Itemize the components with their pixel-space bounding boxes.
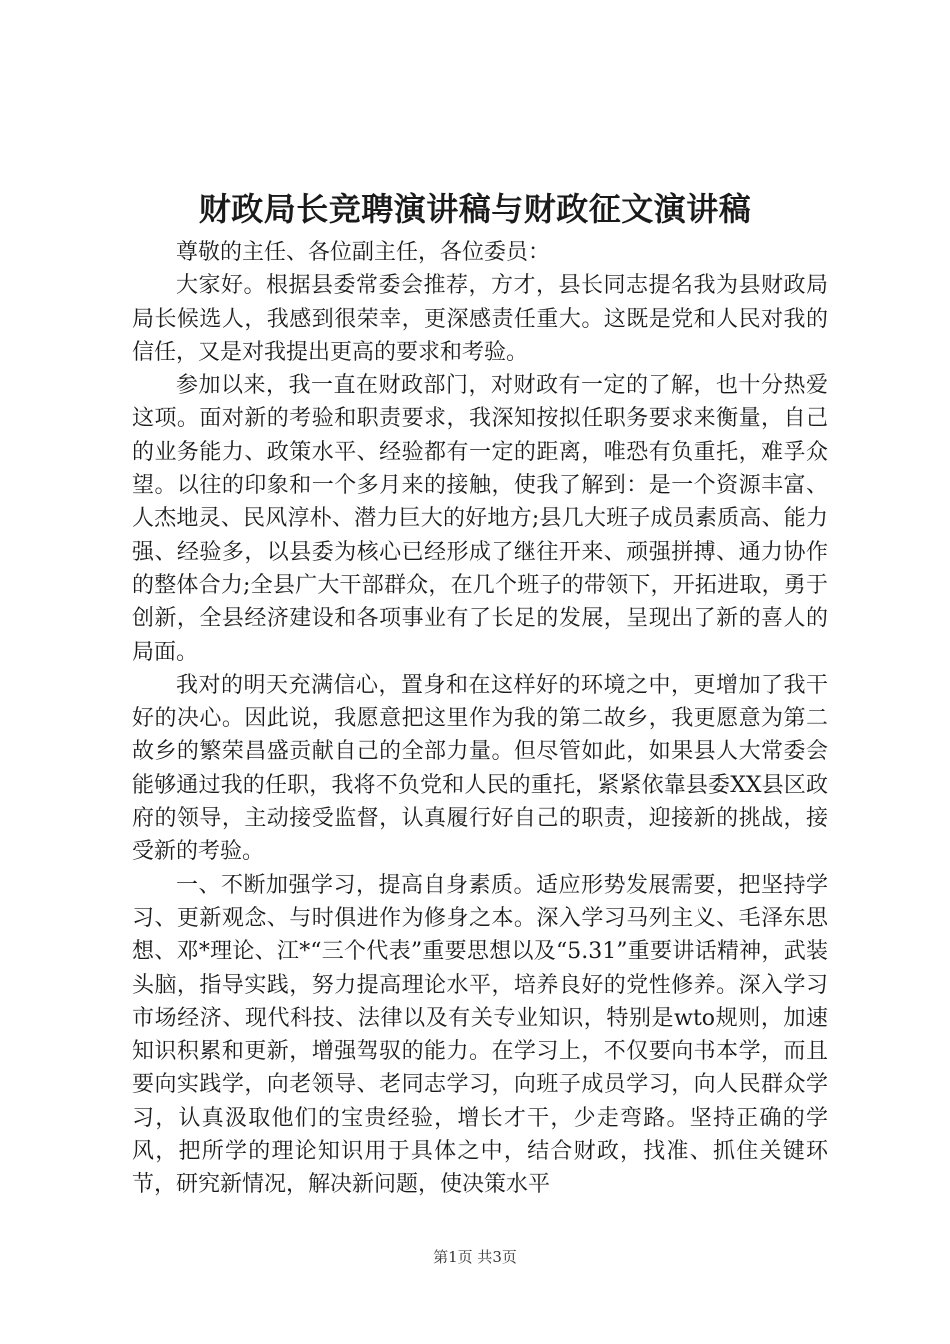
salutation-paragraph: 尊敬的主任、各位副主任，各位委员：	[176, 240, 551, 265]
body-paragraph: 我对的明天充满信心，置身和在这样好的环境之中，更增加了我干好的决心。因此说，我愿意把这里作为我的第二故乡，我更愿意为第二故乡的繁荣昌盛贡献自己的全部力量。但尽管如此，如果县人大常委会能够通过我的任职，我将不负党和人民的重托，紧紧依靠县委XX县区政府的领导，主动接受监督，认真履行好自己的职责，迎接新的挑战，接受新的考验。	[132, 672, 828, 865]
page-number-footer: 第1页 共3页	[433, 1248, 517, 1266]
body-paragraph: 参加以来，我一直在财政部门，对财政有一定的了解，也十分热爱这项。面对新的考验和职责要求，我深知按拟任职务要求来衡量，自己的业务能力、政策水平、经验都有一定的距离，唯恐有负重托，难孚众望。以往的印象和一个多月来的接触，使我了解到：是一个资源丰富、人杰地灵、民风淳朴、潜力巨大的好地方;县几大班子成员素质高、能力强、经验多，以县委为核心已经形成了继往开来、顽强拼搏、通力协作的整体合力;全县广大干部群众，在几个班子的带领下，开拓进取，勇于创新，全县经济建设和各项事业有了长足的发展，呈现出了新的喜人的局面。	[132, 373, 828, 665]
document-body	[132, 236, 828, 1202]
body-paragraph: 大家好。根据县委常委会推荐，方才，县长同志提名我为县财政局局长候选人，我感到很荣幸，更深感责任重大。这既是党和人民对我的信任，又是对我提出更高的要求和考验。	[132, 273, 828, 365]
body-paragraph: 一、不断加强学习，提高自身素质。适应形势发展需要，把坚持学习、更新观念、与时俱进作为修身之本。深入学习马列主义、毛泽东思想、邓*理论、江*“三个代表”重要思想以及“5.31”重要讲话精神，武装头脑，指导实践，努力提高理论水平，培养良好的党性修养。深入学习市场经济、现代科技、法律以及有关专业知识，特别是wto规则，加速知识积累和更新，增强驾驭的能力。在学习上，不仅要向书本学，而且要向实践学，向老领导、老同志学习，向班子成员学习，向人民群众学习，认真汲取他们的宝贵经验，增长才干，少走弯路。坚持正确的学风，把所学的理论知识用于具体之中，结合财政，找准、抓住关键环节，研究新情况，解决新问题，使决策水平	[132, 872, 828, 1198]
document-title: 财政局长竞聘演讲稿与财政征文演讲稿	[198, 190, 752, 228]
